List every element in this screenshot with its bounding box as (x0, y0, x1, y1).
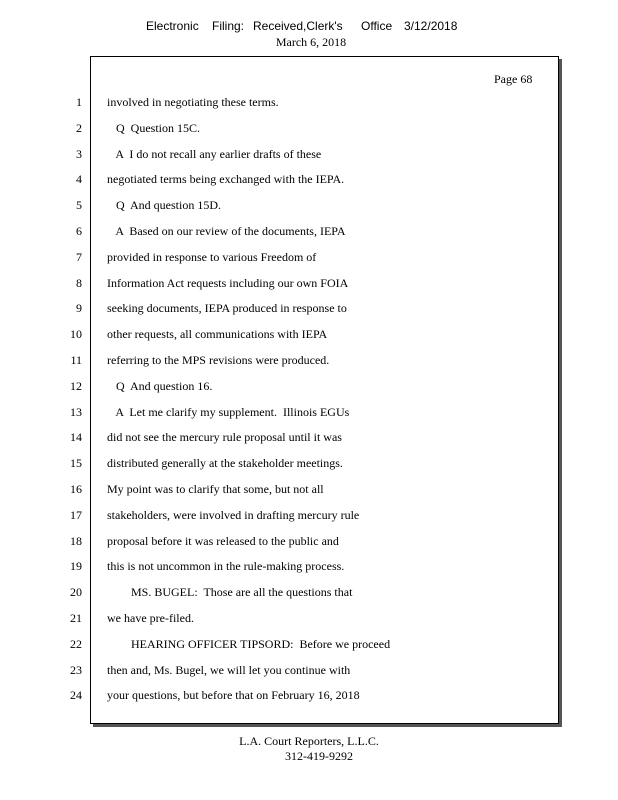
footer-phone: 312-419-9292 (285, 749, 353, 763)
line-text: proposal before it was released to the public and (107, 533, 339, 548)
line-number: 17 (70, 507, 82, 522)
line-text: A I do not recall any earlier drafts of these (107, 146, 322, 161)
transcript-date: March 6, 2018 (275, 35, 347, 49)
line-number: 11 (70, 353, 82, 367)
line-text: then and, Ms. Bugel, we will let you continue with (107, 662, 351, 677)
line-number: 9 (76, 301, 82, 316)
stamp-date: 3/12/2018 (404, 19, 458, 33)
line-text: negotiated terms being exchanged with the IEPA. (107, 172, 345, 187)
line-number: 8 (76, 275, 82, 290)
line-number: 18 (70, 533, 82, 548)
stamp-word-received: Received,Clerk's (253, 19, 343, 33)
footer-company: L.A. Court Reporters, L.L.C. (239, 734, 379, 748)
line-number: 12 (70, 378, 82, 393)
line-text: we have pre-filed. (107, 611, 194, 625)
line-number: 3 (76, 146, 82, 161)
line-text: A Let me clarify my supplement. Illinois EGUs (107, 404, 350, 419)
line-text: MS. BUGEL: Those are all the questions that (107, 585, 353, 600)
line-number: 2 (76, 120, 82, 135)
line-number: 20 (70, 585, 82, 600)
line-number: 13 (70, 404, 82, 419)
line-text: distributed generally at the stakeholder meetings. (107, 456, 343, 471)
stamp-word-electronic: Electronic (146, 19, 199, 33)
line-number: 15 (70, 456, 82, 471)
line-number: 22 (70, 636, 82, 651)
line-text: involved in negotiating these terms. (107, 95, 279, 109)
line-number: 1 (76, 95, 82, 109)
line-text: provided in response to various Freedom of (107, 249, 317, 264)
line-text: other requests, all communications with IEPA (107, 327, 328, 342)
stamp-word-filing: Filing: (212, 19, 245, 33)
line-text: did not see the mercury rule proposal until it was (107, 430, 342, 445)
line-text: this is not uncommon in the rule-making process. (107, 559, 345, 574)
line-number: 10 (70, 327, 82, 342)
line-text: HEARING OFFICER TIPSORD: Before we proceed (107, 636, 391, 651)
line-number: 23 (70, 662, 82, 677)
line-number: 6 (76, 224, 82, 238)
line-number: 14 (70, 430, 82, 445)
line-number: 7 (76, 249, 82, 264)
line-text: A Based on our review of the documents, IEPA (107, 224, 346, 238)
line-number: 21 (70, 611, 82, 625)
line-number: 5 (76, 198, 82, 213)
line-number: 4 (76, 172, 82, 187)
line-number: 24 (70, 688, 82, 703)
line-text: Q Question 15C. (107, 120, 200, 135)
page-number: Page 68 (494, 72, 533, 86)
line-text: Information Act requests including our own FOIA (107, 275, 349, 290)
line-number: 16 (70, 482, 82, 496)
line-text: seeking documents, IEPA produced in response to (107, 301, 347, 316)
line-text: Q And question 16. (107, 378, 213, 393)
line-text: stakeholders, were involved in drafting mercury rule (107, 507, 360, 522)
line-text: My point was to clarify that some, but not all (107, 482, 324, 496)
line-text: your questions, but before that on February 16, 2018 (107, 688, 360, 703)
line-text: Q And question 15D. (107, 198, 221, 213)
line-number: 19 (70, 559, 82, 574)
stamp-word-office: Office (361, 19, 393, 33)
line-text: referring to the MPS revisions were produced. (107, 353, 330, 367)
